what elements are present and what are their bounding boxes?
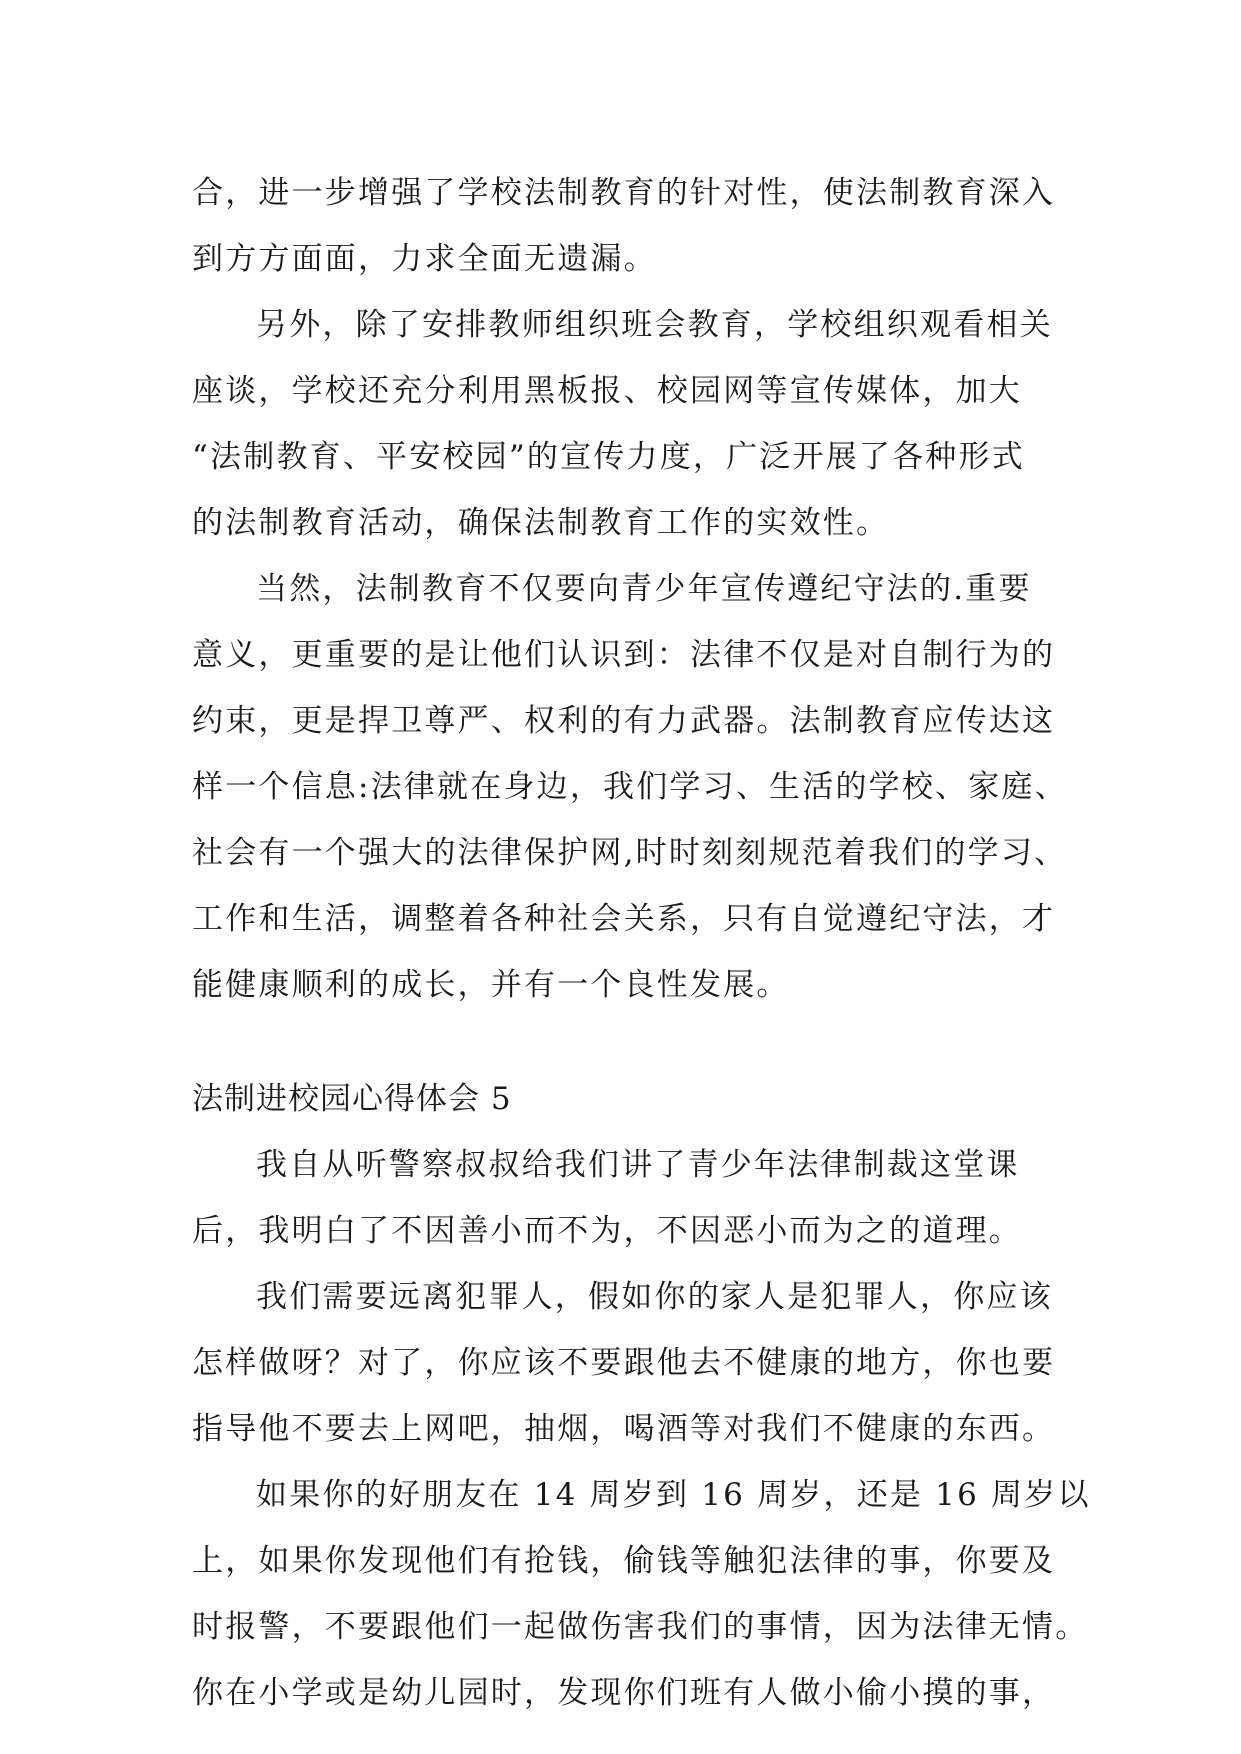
body-line: 到方方面面，力求全面无遗漏。: [192, 241, 657, 277]
paragraph-start-line: 另外，除了安排教师组织班会教育，学校组织观看相关: [256, 307, 1053, 343]
body-line: 指导他不要去上网吧，抽烟，喝酒等对我们不健康的东西。: [192, 1411, 1056, 1447]
body-line: 怎样做呀？对了，你应该不要跟他去不健康的地方，你也要: [192, 1345, 1056, 1381]
paragraph-start-line: 我自从听警察叔叔给我们讲了青少年法律制裁这堂课: [256, 1147, 1020, 1183]
body-line: 的法制教育活动，确保法制教育工作的实效性。: [192, 505, 890, 541]
body-line: “法制教育、平安校园”的宣传力度，广泛开展了各种形式: [192, 439, 1025, 475]
body-line: 你在小学或是幼儿园时，发现你们班有人做小偷小摸的事，: [192, 1675, 1056, 1711]
body-line: 样一个信息:法律就在身边，我们学习、生活的学校、家庭、: [192, 769, 1068, 805]
body-line: 上，如果你发现他们有抢钱，偷钱等触犯法律的事，你要及: [192, 1543, 1056, 1579]
paragraph-start-line: 当然，法制教育不仅要向青少年宣传遵纪守法的.重要: [256, 571, 1032, 607]
body-line: 时报警，不要跟他们一起做伤害我们的事情，因为法律无情。: [192, 1609, 1089, 1645]
body-line: 约束，更是捍卫尊严、权利的有力武器。法制教育应传达这: [192, 703, 1056, 739]
section-heading: 法制进校园心得体会 5: [192, 1081, 512, 1117]
body-line: 后，我明白了不因善小而不为，不因恶小而为之的道理。: [192, 1213, 1022, 1249]
body-line: 社会有一个强大的法律保护网,时时刻刻规范着我们的学习、: [192, 835, 1068, 871]
body-line: 座谈，学校还充分利用黑板报、校园网等宣传媒体，加大: [192, 373, 1022, 409]
body-line: 合，进一步增强了学校法制教育的针对性，使法制教育深入: [192, 175, 1056, 211]
document-body: [192, 160, 1091, 1726]
paragraph-start-line: 我们需要远离犯罪人，假如你的家人是犯罪人，你应该: [256, 1279, 1053, 1315]
body-line: 能健康顺利的成长，并有一个良性发展。: [192, 967, 790, 1003]
body-line: 意义，更重要的是让他们认识到：法律不仅是对自制行为的: [192, 637, 1056, 673]
body-line: 工作和生活，调整着各种社会关系，只有自觉遵纪守法，才: [192, 901, 1056, 937]
paragraph-start-line: 如果你的好朋友在 14 周岁到 16 周岁，还是 16 周岁以: [256, 1477, 1091, 1513]
